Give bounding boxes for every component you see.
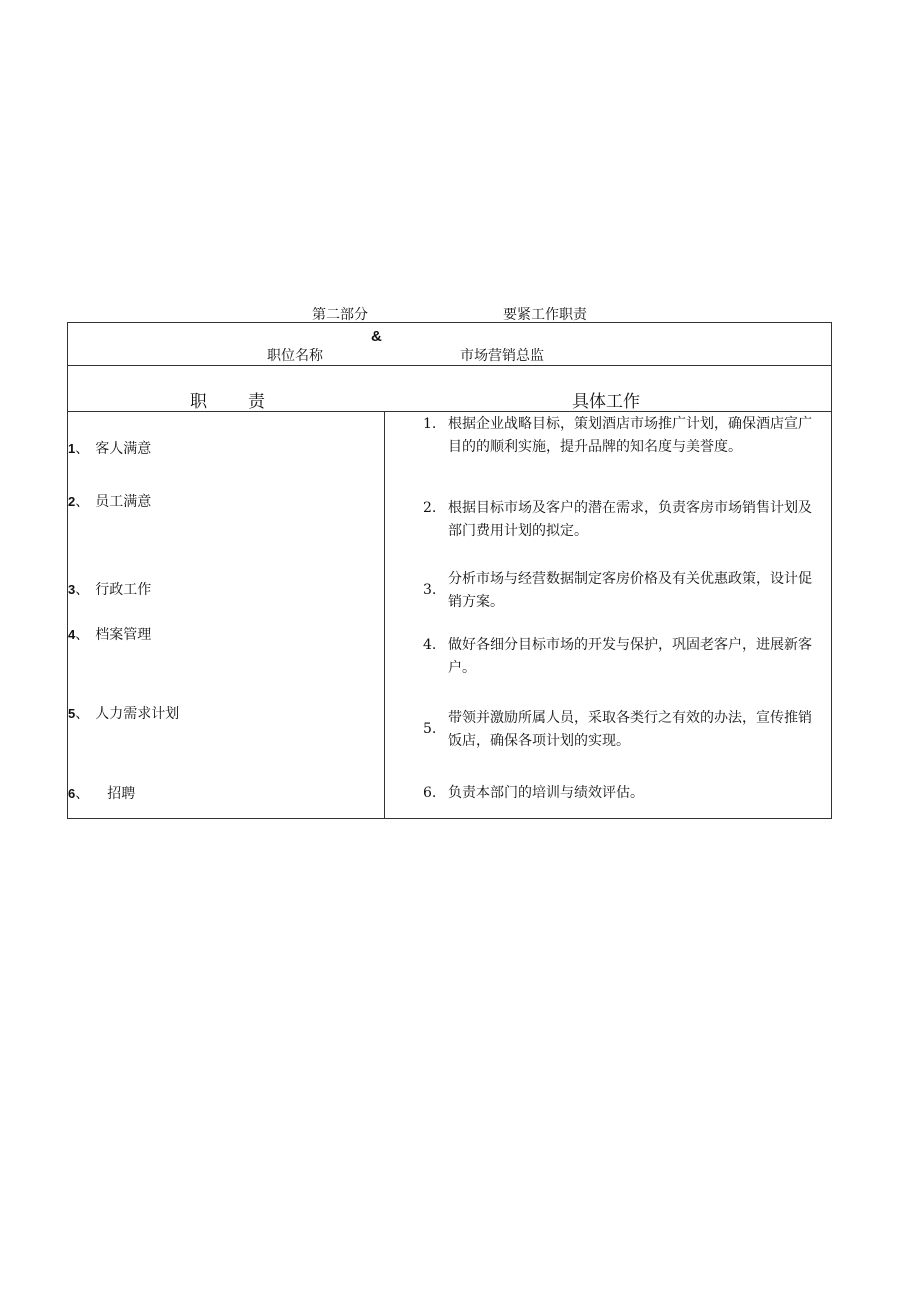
position-label: 职位名称 (267, 348, 323, 364)
responsibility-table: & 职位名称 市场营销总监 职 责 具体工作 1、 客人满意 2、 员工满意 3、 行政工作 4、 档案管理 5、 人力需求计划 6、 招聘 1. 根据企业战略目标，策划酒店市场推广计划，确保酒店宣广目的的顺利实施，提升品牌的知名度与美誉度。 2. 根据目标市场及客户的潜在需求，负责客房市场销售计划及部门费用计划的拟定。 3. 分析市场与经营数据制定客房价格及有关优惠政策，设计促销方案。 4. 做好各细分目标市场的开发与保护，巩固老客户，进展新客户。 5. 带领并激励所属人员，采取各类行之有效的办法，宣传推销饭店，确保各项计划的实现。 6. 负责本部门的培训与绩效评估。 (67, 322, 832, 819)
row-divider-position (68, 365, 831, 366)
section-title: 要紧工作职责 (503, 307, 587, 323)
section-part-label: 第二部分 (312, 307, 368, 323)
column-divider (384, 411, 385, 818)
position-value: 市场营销总监 (460, 348, 544, 364)
row-divider-header (68, 411, 831, 412)
duty-item: 6、 招聘 (68, 786, 136, 802)
column-header-work: 具体工作 (572, 392, 640, 412)
duty-item: 2、 员工满意 (68, 494, 152, 510)
duty-item: 4、 档案管理 (68, 627, 152, 643)
duty-item: 1、 客人满意 (68, 441, 152, 457)
ampersand-symbol: & (371, 328, 382, 345)
duty-item: 3、 行政工作 (68, 582, 152, 598)
column-header-duty: 职 责 (190, 392, 266, 412)
duty-item: 5、 人力需求计划 (68, 706, 180, 722)
